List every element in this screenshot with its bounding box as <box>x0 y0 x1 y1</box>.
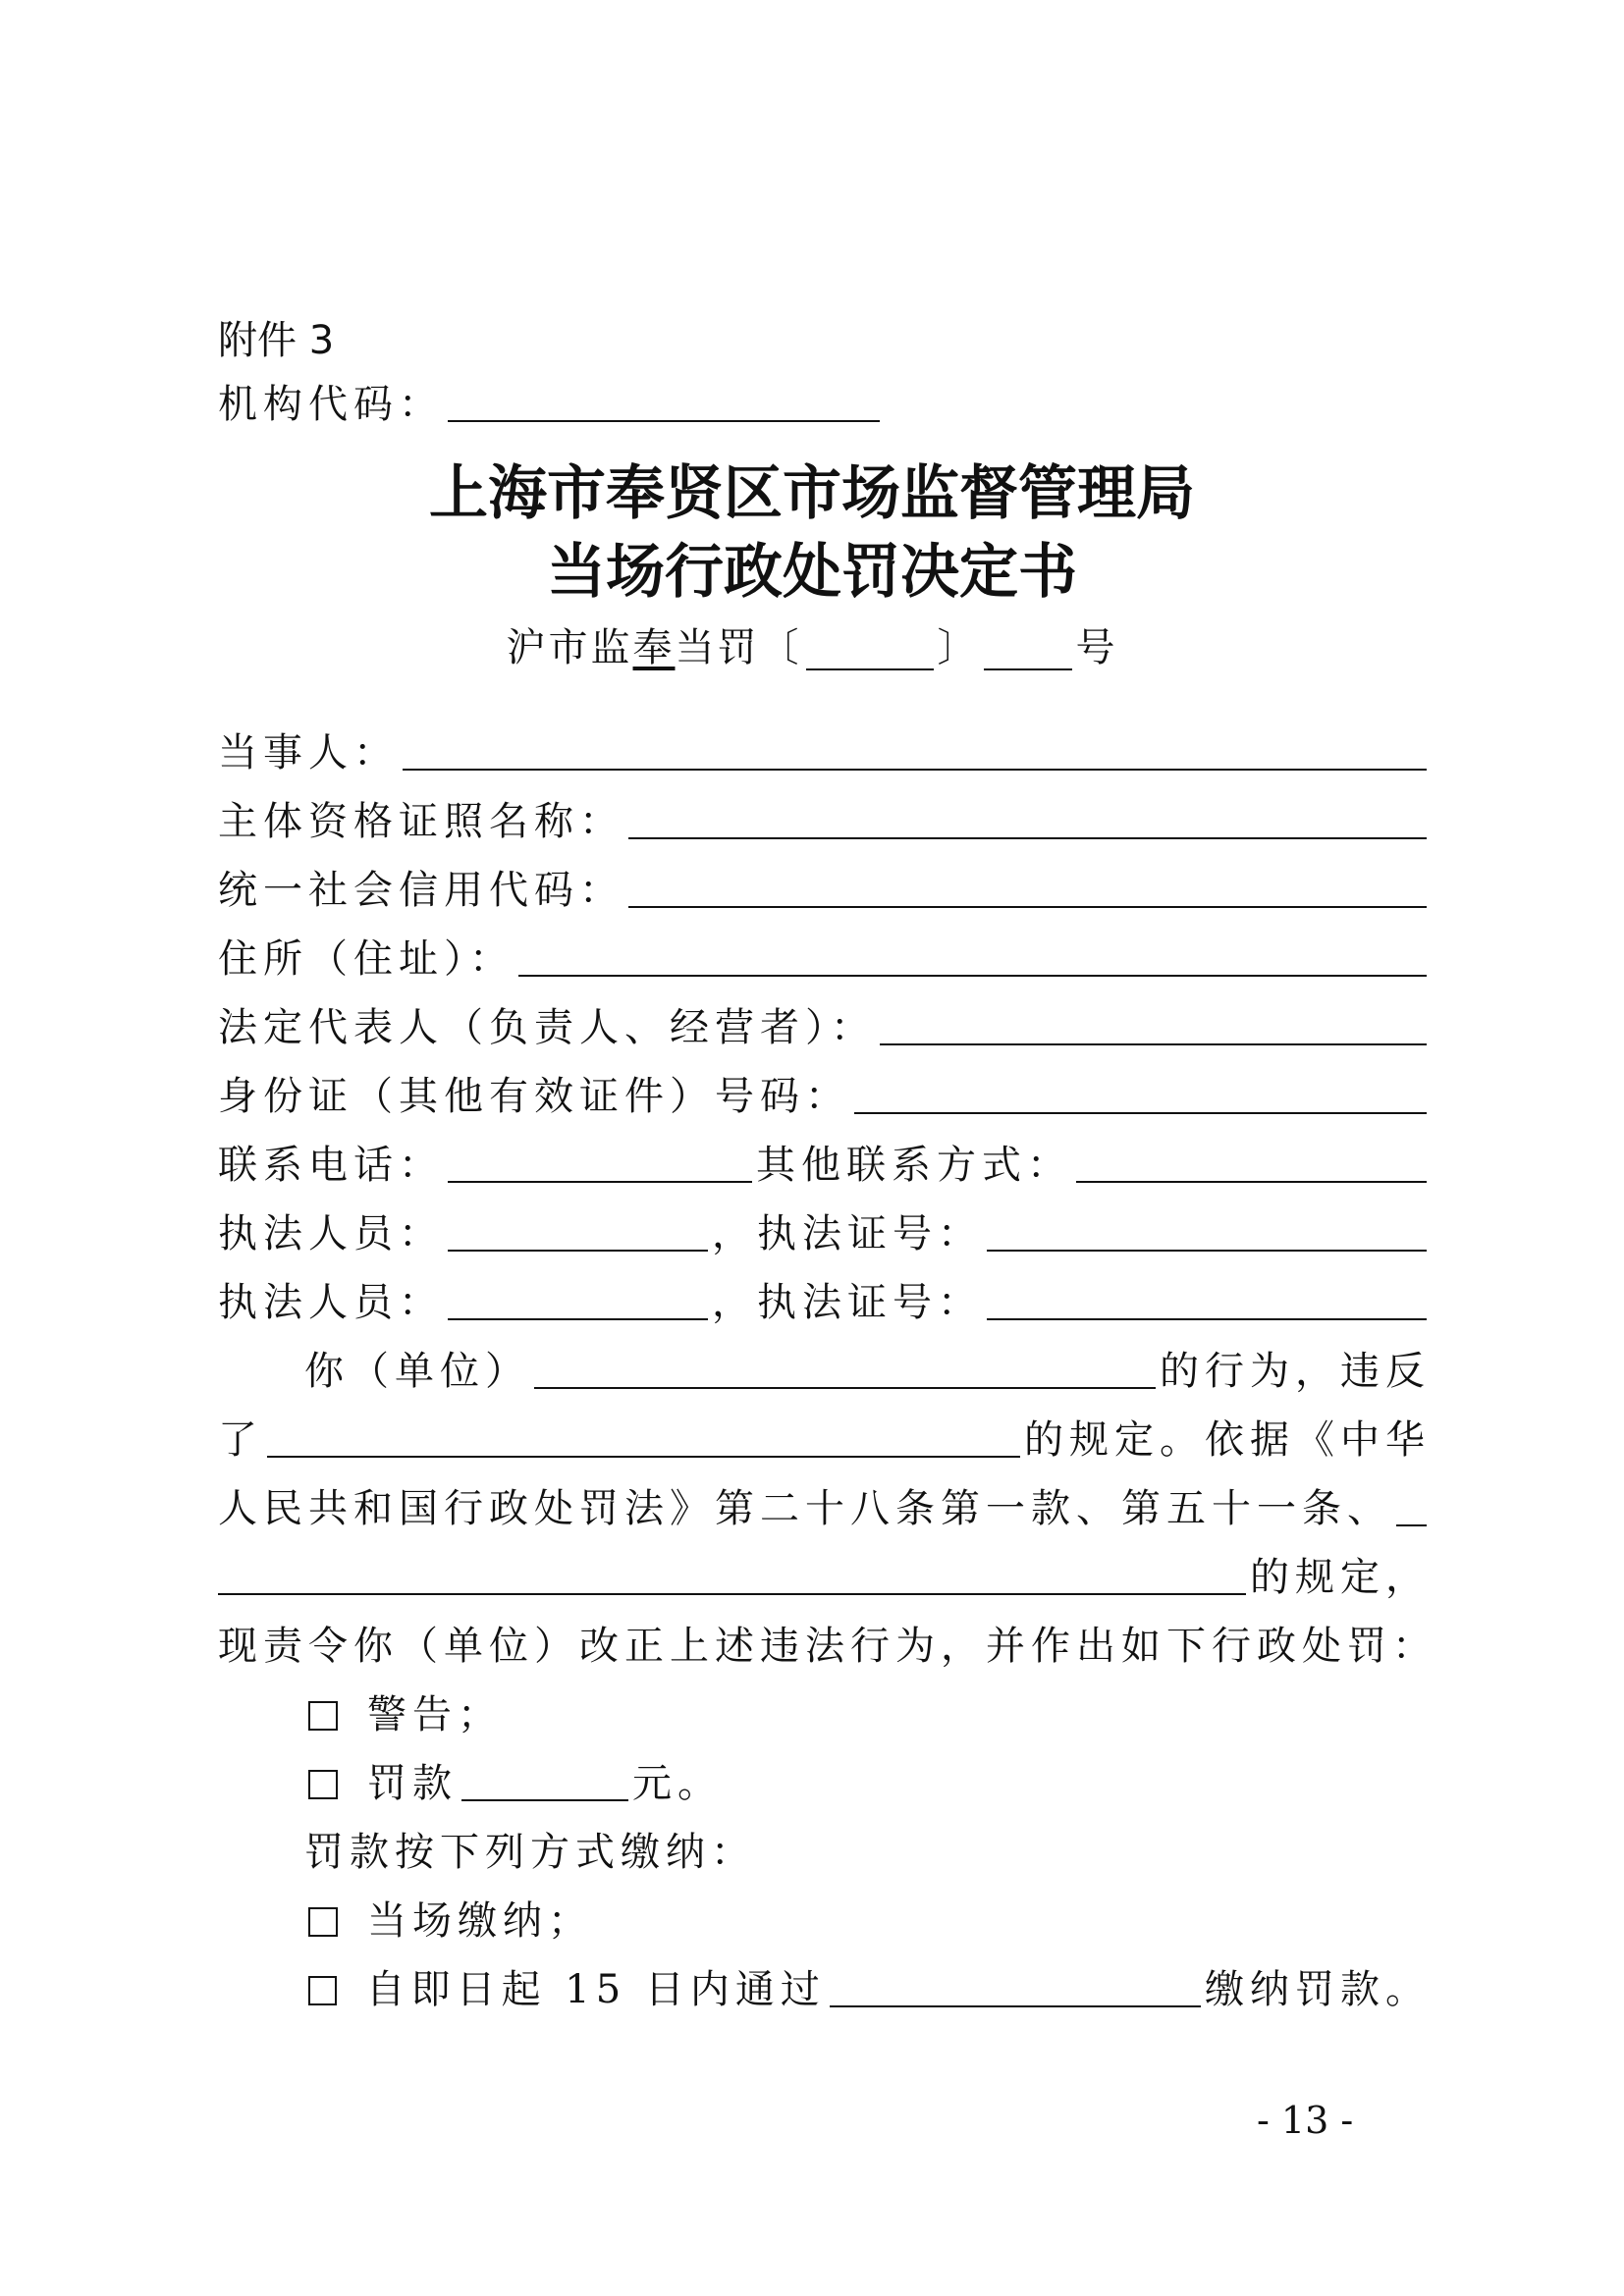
officer-blank-1[interactable] <box>448 1250 708 1252</box>
body-line-5 <box>218 1605 1437 1669</box>
docno-suffix: 号 <box>1075 625 1118 670</box>
party-blank[interactable] <box>403 769 1427 771</box>
legal-rep-blank[interactable] <box>880 1043 1427 1045</box>
docno-serial-blank[interactable] <box>984 668 1072 670</box>
party-label: 当事人： <box>218 730 399 775</box>
fine-label: 罚款 <box>367 1761 458 1806</box>
warning-checkbox[interactable] <box>308 1701 338 1731</box>
other-contact-blank[interactable] <box>1076 1181 1427 1183</box>
legal-rep-row <box>218 987 1431 1050</box>
docno-prefix: 沪市监 <box>506 625 633 670</box>
option-warning <box>218 1674 1431 1735</box>
officer-label-1: 执法人员： <box>218 1211 444 1256</box>
party-row <box>218 712 1431 773</box>
body-line-4 <box>218 1536 1431 1600</box>
cert-no-label-2: ，执法证号： <box>712 1280 983 1325</box>
phone-blank[interactable] <box>448 1181 752 1183</box>
document-number <box>0 614 1624 672</box>
docno-close: 〕 <box>937 625 980 670</box>
address-row <box>218 918 1431 982</box>
fine-amount-blank[interactable] <box>461 1799 628 1801</box>
address-label: 住所（住址）： <box>218 936 514 982</box>
credit-code-blank[interactable] <box>628 906 1427 908</box>
body-p1-a: 你（单位） <box>304 1349 530 1394</box>
body-p3: 人民共和国行政处罚法》第二十八条第一款、第五十一条、 <box>218 1486 1392 1531</box>
title-line-2: 当场行政处罚决定书 <box>547 538 1077 607</box>
cert-no-label-1: ，执法证号： <box>712 1211 983 1256</box>
id-number-label: 身份证（其他有效证件）号码： <box>218 1074 850 1119</box>
other-contact-label: 其他联系方式： <box>756 1143 1072 1188</box>
title-line-1: 上海市奉贤区市场监督管理局 <box>429 459 1195 528</box>
address-blank[interactable] <box>518 975 1427 977</box>
violation-blank[interactable] <box>534 1387 1156 1389</box>
basis-blank-a[interactable] <box>1396 1524 1427 1526</box>
officer-blank-2[interactable] <box>448 1318 708 1320</box>
body-p2-b: 的规定。依据《中华 <box>1024 1417 1431 1463</box>
org-code-label: 机构代码： <box>218 382 444 427</box>
docno-mid: 当罚〔 <box>675 625 802 670</box>
phone-label: 联系电话： <box>218 1143 444 1188</box>
legal-rep-label: 法定代表人（负责人、经营者）： <box>218 1005 876 1050</box>
fine-checkbox[interactable] <box>308 1770 338 1799</box>
page-number: - 13 - <box>1257 2099 1354 2142</box>
contact-row <box>218 1124 1431 1188</box>
officer-row-1 <box>218 1193 1431 1254</box>
attachment-text: 附件 3 <box>218 318 335 363</box>
payment-intro: 罚款按下列方式缴纳： <box>304 1830 756 1875</box>
officer-row-2 <box>218 1261 1431 1325</box>
cert-no-blank-2[interactable] <box>987 1318 1427 1320</box>
docno-district: 奉 <box>632 625 676 670</box>
payment-intro-row <box>218 1811 1431 1875</box>
body-line-1 <box>218 1330 1431 1394</box>
credit-code-label: 统一社会信用代码： <box>218 868 624 913</box>
license-name-label: 主体资格证照名称： <box>218 799 624 844</box>
license-name-row <box>218 780 1431 844</box>
license-name-blank[interactable] <box>628 837 1427 839</box>
onsite-checkbox[interactable] <box>308 1907 338 1937</box>
basis-blank-b[interactable] <box>218 1593 1246 1595</box>
docno-year-blank[interactable] <box>806 668 934 670</box>
cert-no-blank-1[interactable] <box>987 1250 1427 1252</box>
regulation-blank[interactable] <box>267 1456 1020 1458</box>
attachment-label <box>218 299 1431 363</box>
body-p4: 的规定， <box>1250 1555 1431 1600</box>
body-p5: 现责令你（单位）改正上述违法行为，并作出如下行政处罚： <box>218 1624 1437 1669</box>
payment-channel-blank[interactable] <box>830 2005 1201 2007</box>
warning-label: 警告； <box>367 1692 503 1737</box>
officer-label-2: 执法人员： <box>218 1280 444 1325</box>
body-line-3 <box>218 1468 1431 1531</box>
fine-unit: 元。 <box>632 1761 723 1806</box>
credit-code-row <box>218 849 1431 913</box>
option-fine <box>218 1742 1431 1806</box>
id-number-blank[interactable] <box>854 1112 1427 1114</box>
within-checkbox[interactable] <box>308 1976 337 2005</box>
onsite-label: 当场缴纳； <box>367 1898 593 1944</box>
id-number-row <box>218 1055 1431 1119</box>
body-p2-a: 了 <box>218 1417 263 1463</box>
within-suffix: 缴纳罚款。 <box>1205 1967 1431 2012</box>
org-code-row <box>218 363 1431 427</box>
body-line-2 <box>218 1399 1431 1463</box>
option-onsite <box>218 1880 1431 1944</box>
option-within <box>218 1949 1431 2012</box>
body-p1-b: 的行为，违反 <box>1160 1349 1431 1394</box>
within-label: 自即日起 15 日内通过 <box>365 1967 826 2012</box>
org-code-blank[interactable] <box>448 420 880 422</box>
